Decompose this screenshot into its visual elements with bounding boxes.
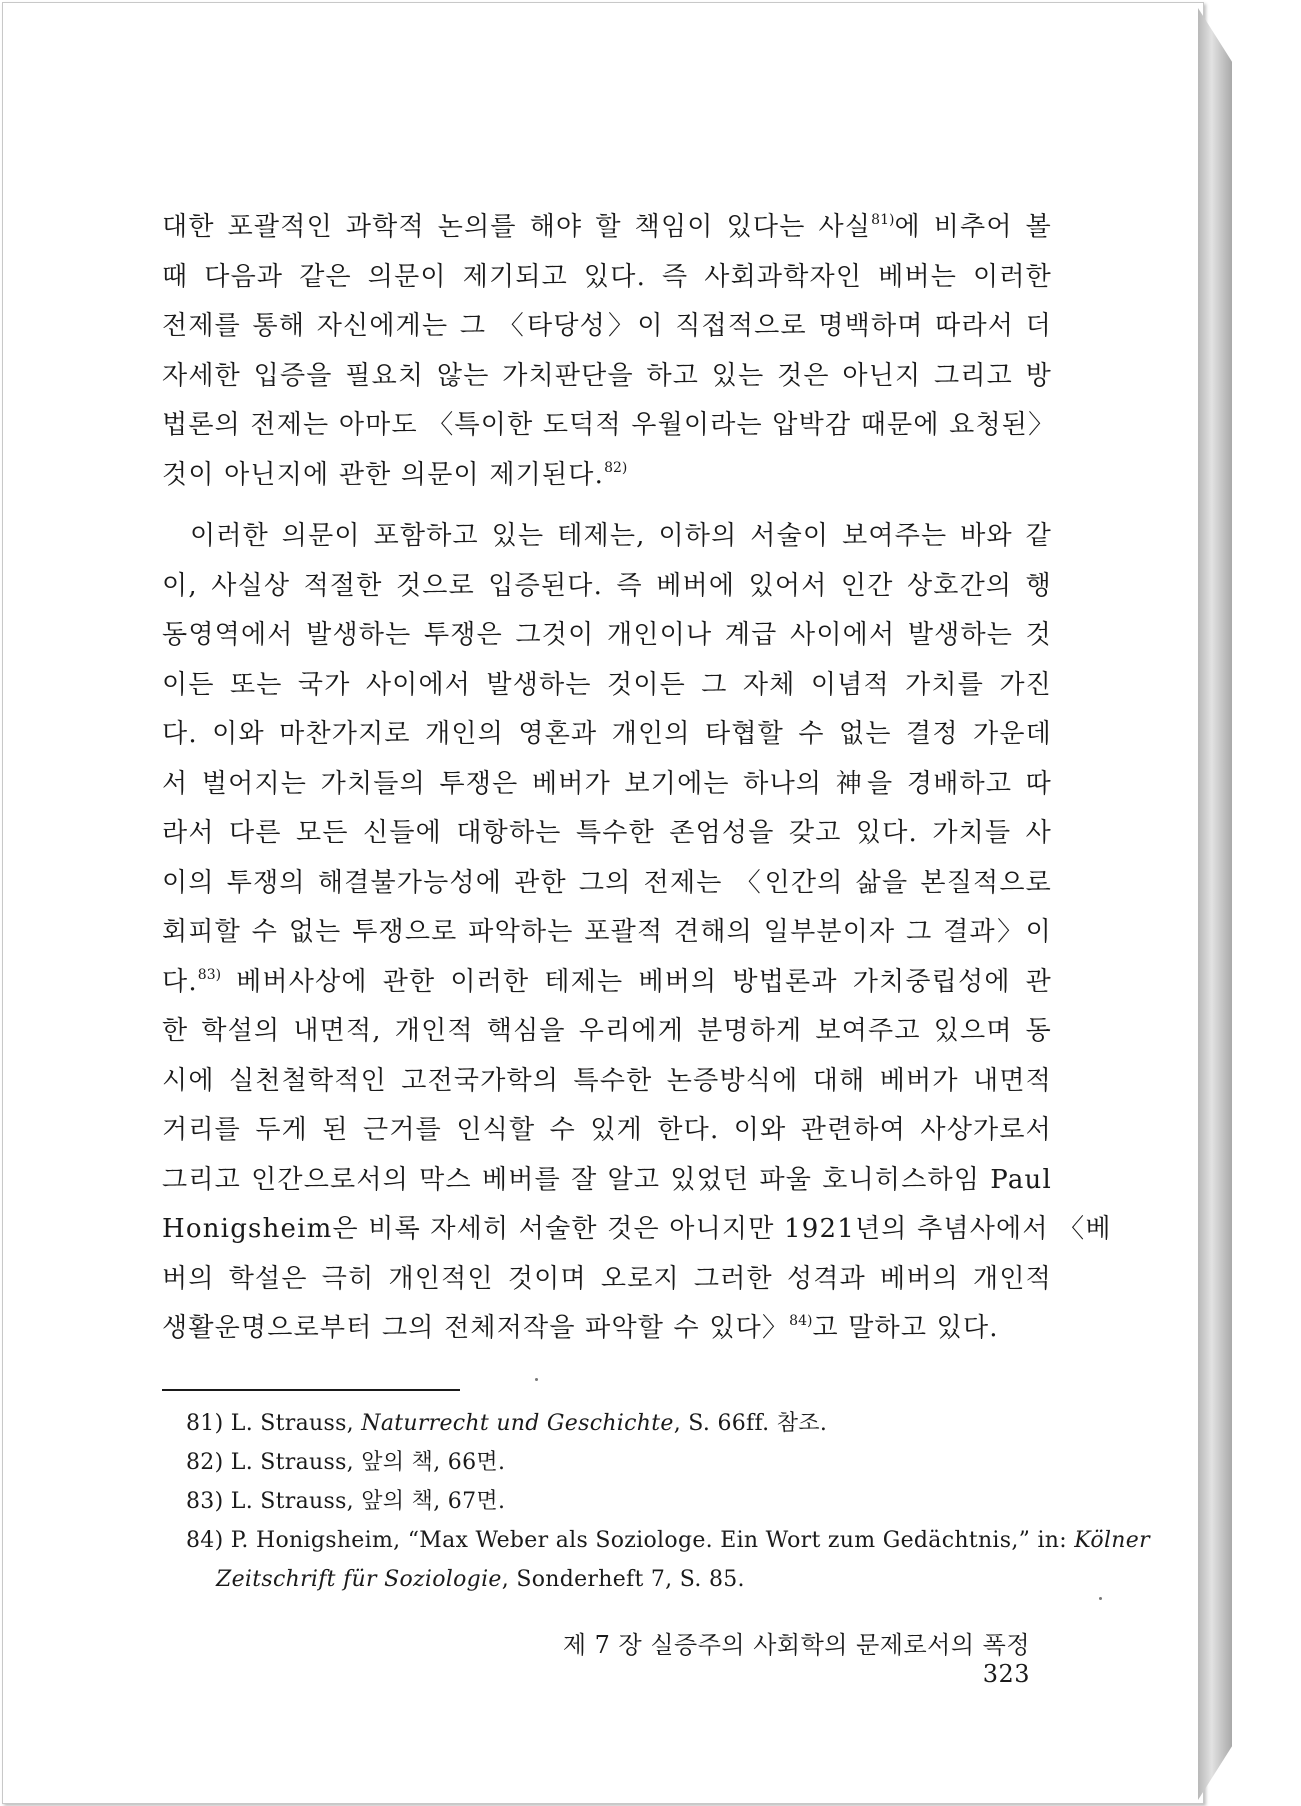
- body-line: Honigsheim은 비록 자세히 서술한 것은 아니지만 1921년의 추념사에서 〈베: [162, 1214, 1112, 1244]
- body-line: 이의 투쟁의 해결불가능성에 관한 그의 전제는 〈인간의 삶을 본질적으로: [162, 867, 1052, 898]
- footnote-84: 84) P. Honigsheim, “Max Weber als Soziologe. Ein Wort zum Gedächtnis,” in: Kölner: [186, 1528, 1150, 1553]
- body-line: 회피할 수 없는 투쟁으로 파악하는 포괄적 견해의 일부분이자 그 결과〉이: [162, 917, 1052, 947]
- body-line: 이, 사실상 적절한 것으로 입증된다. 즉 베버에 있어서 인간 상호간의 행: [162, 570, 1052, 601]
- body-line: 다. 이와 마찬가지로 개인의 영혼과 개인의 타협할 수 없는 결정 가운데: [162, 719, 1052, 749]
- footnote-ref-84[interactable]: 84): [789, 1313, 813, 1329]
- body-line: 동영역에서 발생하는 투쟁은 그것이 개인이나 계급 사이에서 발생하는 것: [162, 620, 1052, 650]
- chapter-title: 제 7 장 실증주의 사회학의 문제로서의 폭정: [562, 1631, 1030, 1659]
- body-line: 대한 포괄적인 과학적 논의를 해야 할 책임이 있다는 사실$^{81)}$에 비추어 볼: [162, 212, 1052, 242]
- body-line: 생활운명으로부터 그의 전체저작을 파악할 수 있다〉$^{84)}$고 말하고 있다.: [162, 1313, 999, 1343]
- footnote-81: 81) L. Strauss, Naturrecht und Geschichte, S. 66ff. 참조.: [186, 1411, 828, 1436]
- page-number: 323: [982, 1660, 1030, 1688]
- footnote-ref-83[interactable]: 83): [197, 966, 222, 983]
- running-footer: [520, 1625, 1030, 1688]
- scan-speck: [535, 1378, 538, 1381]
- footnote-ref-81[interactable]: 81): [871, 212, 895, 228]
- body-line: 라서 다른 모든 신들에 대항하는 특수한 존엄성을 갖고 있다. 가치들 사: [162, 818, 1052, 848]
- footnote-84-continued: Zeitschrift für Soziologie, Sonderheft 7, S. 85.: [216, 1567, 745, 1592]
- body-line: 이든 또는 국가 사이에서 발생하는 것이든 그 자체 이념적 가치를 가진: [162, 669, 1052, 700]
- scan-speck: [1099, 1597, 1102, 1600]
- body-line: 거리를 두게 된 근거를 인식할 수 있게 한다. 이와 관련하여 사상가로서: [162, 1115, 1052, 1145]
- body-line: 법론의 전제는 아마도 〈특이한 도덕적 우월이라는 압박감 때문에 요청된〉: [162, 410, 1056, 440]
- body-line: 한 학설의 내면적, 개인적 핵심을 우리에게 분명하게 보여주고 있으며 동: [162, 1016, 1052, 1046]
- body-line: 서 벌어지는 가치들의 투쟁은 베버가 보기에는 하나의 神을 경배하고 따: [162, 768, 1052, 799]
- footnotes: [186, 1404, 1150, 1599]
- footnote-ref-82[interactable]: 82): [604, 459, 628, 476]
- page-edge-shadow: [1198, 8, 1232, 1800]
- body-line: 시에 실천철학적인 고전국가학의 특수한 논증방식에 대해 베버가 내면적: [162, 1065, 1052, 1096]
- footnote-83: 83) L. Strauss, 앞의 책, 67면.: [186, 1489, 506, 1514]
- body-text: [162, 203, 1112, 1354]
- body-line: 전제를 통해 자신에게는 그 〈타당성〉이 직접적으로 명백하며 따라서 더: [162, 311, 1052, 341]
- body-line: 자세한 입증을 필요치 않는 가치판단을 하고 있는 것은 아닌지 그리고 방: [162, 360, 1052, 391]
- body-line: 때 다음과 같은 의문이 제기되고 있다. 즉 사회과학자인 베버는 이러한: [162, 261, 1052, 292]
- body-line: 이러한 의문이 포함하고 있는 테제는, 이하의 서술이 보여주는 바와 같: [190, 521, 1052, 551]
- footnote-separator: [162, 1389, 460, 1391]
- body-line: 버의 학설은 극히 개인적인 것이며 오로지 그러한 성격과 베버의 개인적: [162, 1263, 1052, 1294]
- footnote-82: 82) L. Strauss, 앞의 책, 66면.: [186, 1450, 506, 1475]
- body-line: 것이 아닌지에 관한 의문이 제기된다.$^{82)}$: [162, 459, 628, 490]
- body-line: 그리고 인간으로서의 막스 베버를 잘 알고 있었던 파울 호니히스하임 Paul: [162, 1164, 1052, 1195]
- body-line: 다.$^{83)}$ 베버사상에 관한 이러한 테제는 베버의 방법론과 가치중립성에 관: [162, 966, 1052, 997]
